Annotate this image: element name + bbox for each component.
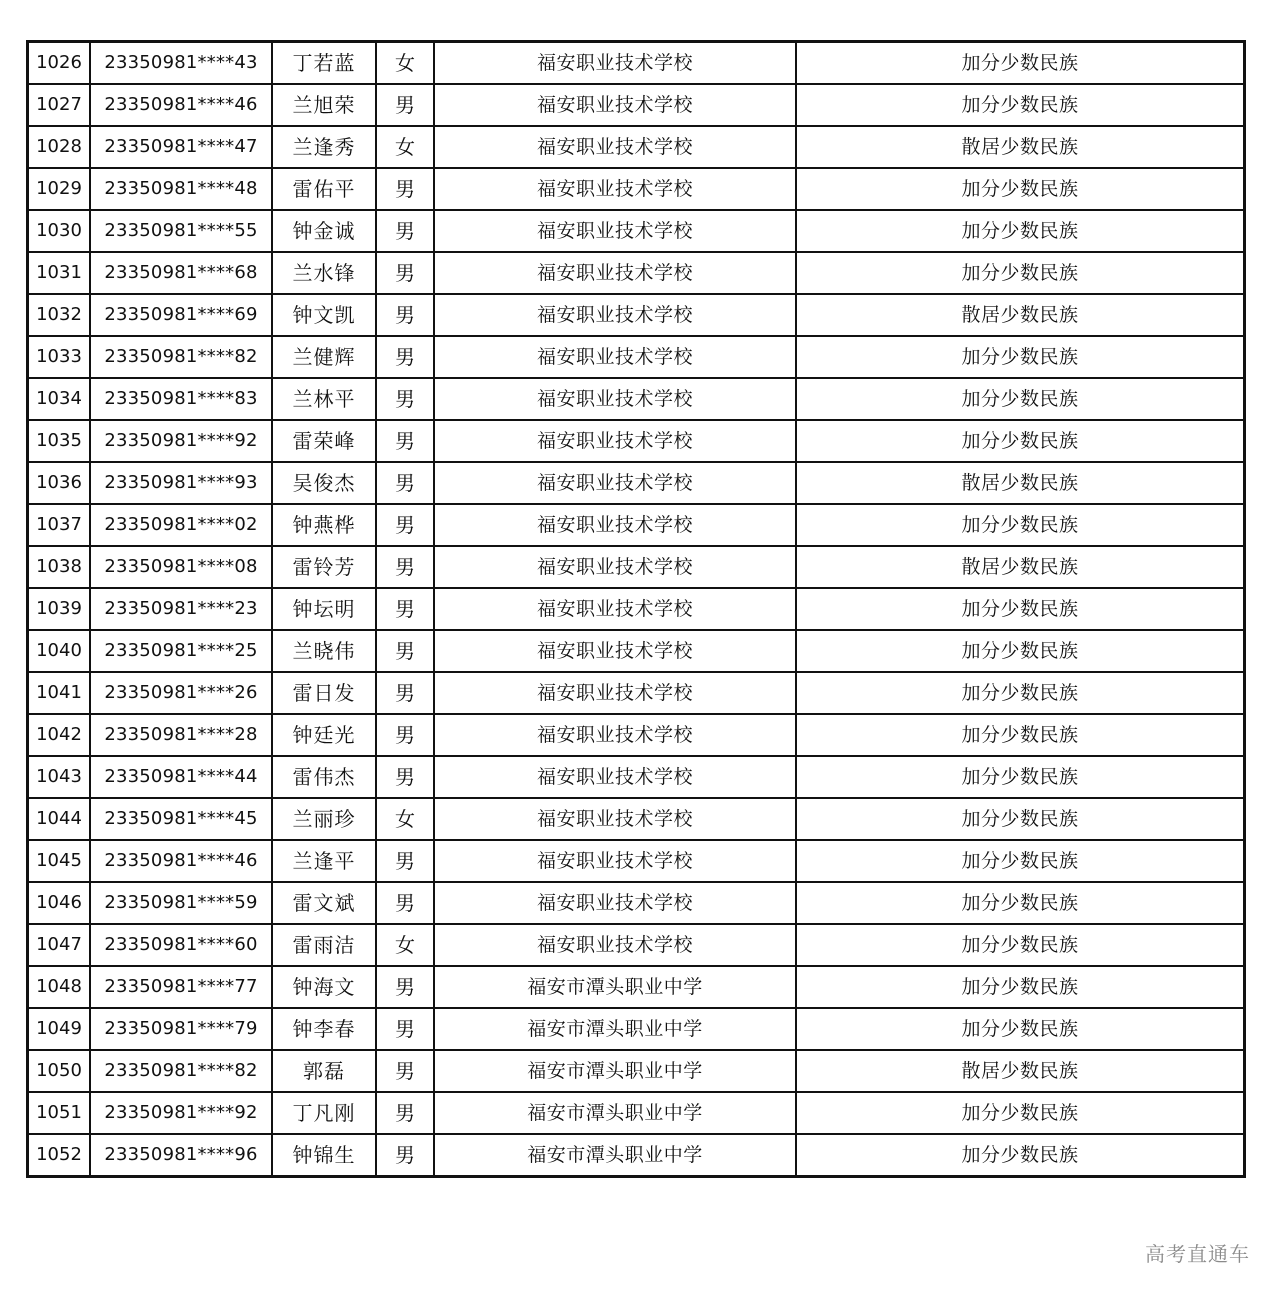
cell-category: 加分少数民族 — [796, 966, 1245, 1008]
cell-exam-id: 23350981****44 — [90, 756, 272, 798]
cell-school: 福安职业技术学校 — [434, 42, 796, 85]
cell-gender: 男 — [376, 546, 434, 588]
cell-category: 加分少数民族 — [796, 588, 1245, 630]
cell-seq: 1037 — [28, 504, 91, 546]
cell-exam-id: 23350981****82 — [90, 1050, 272, 1092]
cell-category: 加分少数民族 — [796, 378, 1245, 420]
cell-seq: 1042 — [28, 714, 91, 756]
cell-gender: 男 — [376, 252, 434, 294]
cell-exam-id: 23350981****26 — [90, 672, 272, 714]
table-row — [28, 798, 1245, 840]
cell-seq: 1026 — [28, 42, 91, 85]
cell-exam-id: 23350981****25 — [90, 630, 272, 672]
cell-exam-id: 23350981****02 — [90, 504, 272, 546]
cell-school: 福安职业技术学校 — [434, 462, 796, 504]
table-row — [28, 630, 1245, 672]
cell-student-name: 雷佑平 — [272, 168, 376, 210]
table-row — [28, 252, 1245, 294]
cell-student-name: 钟金诚 — [272, 210, 376, 252]
cell-category: 加分少数民族 — [796, 168, 1245, 210]
table-row — [28, 924, 1245, 966]
table-row — [28, 294, 1245, 336]
cell-exam-id: 23350981****46 — [90, 84, 272, 126]
cell-gender: 男 — [376, 420, 434, 462]
table-row — [28, 462, 1245, 504]
cell-school: 福安职业技术学校 — [434, 672, 796, 714]
cell-seq: 1028 — [28, 126, 91, 168]
cell-gender: 女 — [376, 924, 434, 966]
cell-seq: 1031 — [28, 252, 91, 294]
cell-category: 加分少数民族 — [796, 714, 1245, 756]
table-row — [28, 126, 1245, 168]
cell-seq: 1034 — [28, 378, 91, 420]
cell-student-name: 雷日发 — [272, 672, 376, 714]
cell-student-name: 钟廷光 — [272, 714, 376, 756]
cell-school: 福安职业技术学校 — [434, 588, 796, 630]
cell-gender: 女 — [376, 126, 434, 168]
table-row — [28, 840, 1245, 882]
table-row — [28, 1134, 1245, 1177]
table-row — [28, 882, 1245, 924]
cell-gender: 女 — [376, 798, 434, 840]
cell-category: 加分少数民族 — [796, 1134, 1245, 1177]
cell-student-name: 雷荣峰 — [272, 420, 376, 462]
cell-category: 加分少数民族 — [796, 336, 1245, 378]
cell-school: 福安职业技术学校 — [434, 714, 796, 756]
table-row — [28, 672, 1245, 714]
cell-exam-id: 23350981****23 — [90, 588, 272, 630]
cell-student-name: 兰水锋 — [272, 252, 376, 294]
cell-category: 加分少数民族 — [796, 1092, 1245, 1134]
cell-seq: 1049 — [28, 1008, 91, 1050]
cell-category: 加分少数民族 — [796, 630, 1245, 672]
cell-school: 福安职业技术学校 — [434, 168, 796, 210]
cell-exam-id: 23350981****69 — [90, 294, 272, 336]
cell-gender: 男 — [376, 630, 434, 672]
watermark-text: 高考直通车 — [1145, 1242, 1250, 1266]
cell-gender: 女 — [376, 42, 434, 85]
cell-category: 加分少数民族 — [796, 210, 1245, 252]
table-row — [28, 420, 1245, 462]
cell-school: 福安职业技术学校 — [434, 504, 796, 546]
cell-school: 福安市潭头职业中学 — [434, 1050, 796, 1092]
cell-exam-id: 23350981****96 — [90, 1134, 272, 1177]
cell-gender: 男 — [376, 336, 434, 378]
cell-student-name: 雷雨洁 — [272, 924, 376, 966]
table-row — [28, 1050, 1245, 1092]
cell-seq: 1029 — [28, 168, 91, 210]
cell-seq: 1052 — [28, 1134, 91, 1177]
cell-gender: 男 — [376, 84, 434, 126]
cell-category: 散居少数民族 — [796, 294, 1245, 336]
table-row — [28, 756, 1245, 798]
cell-school: 福安职业技术学校 — [434, 378, 796, 420]
table-row — [28, 168, 1245, 210]
cell-category: 加分少数民族 — [796, 840, 1245, 882]
cell-seq: 1051 — [28, 1092, 91, 1134]
cell-seq: 1045 — [28, 840, 91, 882]
table-row — [28, 1092, 1245, 1134]
cell-student-name: 钟坛明 — [272, 588, 376, 630]
cell-school: 福安职业技术学校 — [434, 840, 796, 882]
table-row — [28, 714, 1245, 756]
cell-category: 加分少数民族 — [796, 420, 1245, 462]
cell-category: 加分少数民族 — [796, 84, 1245, 126]
cell-category: 散居少数民族 — [796, 126, 1245, 168]
cell-gender: 男 — [376, 294, 434, 336]
cell-seq: 1050 — [28, 1050, 91, 1092]
cell-category: 加分少数民族 — [796, 882, 1245, 924]
cell-exam-id: 23350981****45 — [90, 798, 272, 840]
cell-exam-id: 23350981****59 — [90, 882, 272, 924]
cell-student-name: 兰逢秀 — [272, 126, 376, 168]
cell-school: 福安职业技术学校 — [434, 546, 796, 588]
cell-seq: 1032 — [28, 294, 91, 336]
cell-student-name: 钟文凯 — [272, 294, 376, 336]
cell-student-name: 兰林平 — [272, 378, 376, 420]
cell-gender: 男 — [376, 588, 434, 630]
cell-category: 加分少数民族 — [796, 924, 1245, 966]
cell-student-name: 雷伟杰 — [272, 756, 376, 798]
cell-seq: 1043 — [28, 756, 91, 798]
cell-gender: 男 — [376, 1050, 434, 1092]
cell-gender: 男 — [376, 714, 434, 756]
cell-gender: 男 — [376, 210, 434, 252]
cell-school: 福安职业技术学校 — [434, 756, 796, 798]
cell-school: 福安职业技术学校 — [434, 882, 796, 924]
cell-exam-id: 23350981****83 — [90, 378, 272, 420]
table-row — [28, 966, 1245, 1008]
cell-gender: 男 — [376, 168, 434, 210]
cell-school: 福安职业技术学校 — [434, 420, 796, 462]
cell-seq: 1035 — [28, 420, 91, 462]
cell-category: 加分少数民族 — [796, 798, 1245, 840]
cell-student-name: 兰逢平 — [272, 840, 376, 882]
cell-seq: 1046 — [28, 882, 91, 924]
cell-student-name: 兰晓伟 — [272, 630, 376, 672]
cell-exam-id: 23350981****47 — [90, 126, 272, 168]
cell-gender: 男 — [376, 1134, 434, 1177]
cell-category: 加分少数民族 — [796, 504, 1245, 546]
cell-seq: 1033 — [28, 336, 91, 378]
roster-table — [26, 40, 1246, 1178]
cell-category: 加分少数民族 — [796, 756, 1245, 798]
cell-exam-id: 23350981****68 — [90, 252, 272, 294]
cell-exam-id: 23350981****82 — [90, 336, 272, 378]
cell-student-name: 兰旭荣 — [272, 84, 376, 126]
cell-category: 加分少数民族 — [796, 252, 1245, 294]
cell-exam-id: 23350981****92 — [90, 1092, 272, 1134]
table-row — [28, 588, 1245, 630]
cell-exam-id: 23350981****28 — [90, 714, 272, 756]
table-row — [28, 42, 1245, 85]
cell-student-name: 钟燕桦 — [272, 504, 376, 546]
cell-exam-id: 23350981****93 — [90, 462, 272, 504]
cell-student-name: 雷铃芳 — [272, 546, 376, 588]
cell-exam-id: 23350981****92 — [90, 420, 272, 462]
cell-gender: 男 — [376, 966, 434, 1008]
cell-exam-id: 23350981****77 — [90, 966, 272, 1008]
cell-seq: 1038 — [28, 546, 91, 588]
cell-seq: 1027 — [28, 84, 91, 126]
cell-category: 散居少数民族 — [796, 1050, 1245, 1092]
cell-school: 福安职业技术学校 — [434, 630, 796, 672]
cell-seq: 1030 — [28, 210, 91, 252]
cell-student-name: 郭磊 — [272, 1050, 376, 1092]
table-row — [28, 1008, 1245, 1050]
cell-school: 福安市潭头职业中学 — [434, 966, 796, 1008]
cell-gender: 男 — [376, 840, 434, 882]
cell-school: 福安职业技术学校 — [434, 210, 796, 252]
cell-gender: 男 — [376, 1092, 434, 1134]
cell-exam-id: 23350981****08 — [90, 546, 272, 588]
cell-category: 散居少数民族 — [796, 546, 1245, 588]
cell-category: 加分少数民族 — [796, 42, 1245, 85]
cell-student-name: 钟李春 — [272, 1008, 376, 1050]
cell-student-name: 兰丽珍 — [272, 798, 376, 840]
cell-seq: 1048 — [28, 966, 91, 1008]
cell-gender: 男 — [376, 756, 434, 798]
cell-seq: 1039 — [28, 588, 91, 630]
cell-student-name: 雷文斌 — [272, 882, 376, 924]
table-row — [28, 210, 1245, 252]
cell-school: 福安职业技术学校 — [434, 294, 796, 336]
cell-school: 福安市潭头职业中学 — [434, 1008, 796, 1050]
cell-student-name: 丁若蓝 — [272, 42, 376, 85]
cell-school: 福安职业技术学校 — [434, 84, 796, 126]
cell-seq: 1040 — [28, 630, 91, 672]
table-row — [28, 504, 1245, 546]
cell-student-name: 钟锦生 — [272, 1134, 376, 1177]
cell-gender: 男 — [376, 882, 434, 924]
cell-exam-id: 23350981****46 — [90, 840, 272, 882]
cell-category: 散居少数民族 — [796, 462, 1245, 504]
cell-student-name: 吴俊杰 — [272, 462, 376, 504]
cell-exam-id: 23350981****55 — [90, 210, 272, 252]
cell-student-name: 丁凡刚 — [272, 1092, 376, 1134]
table-row — [28, 84, 1245, 126]
cell-exam-id: 23350981****79 — [90, 1008, 272, 1050]
cell-category: 加分少数民族 — [796, 672, 1245, 714]
cell-exam-id: 23350981****43 — [90, 42, 272, 85]
cell-seq: 1047 — [28, 924, 91, 966]
cell-school: 福安职业技术学校 — [434, 336, 796, 378]
cell-category: 加分少数民族 — [796, 1008, 1245, 1050]
cell-school: 福安职业技术学校 — [434, 924, 796, 966]
cell-seq: 1044 — [28, 798, 91, 840]
cell-school: 福安市潭头职业中学 — [434, 1134, 796, 1177]
cell-seq: 1036 — [28, 462, 91, 504]
cell-exam-id: 23350981****48 — [90, 168, 272, 210]
table-row — [28, 378, 1245, 420]
cell-school: 福安市潭头职业中学 — [434, 1092, 796, 1134]
cell-exam-id: 23350981****60 — [90, 924, 272, 966]
cell-school: 福安职业技术学校 — [434, 798, 796, 840]
cell-gender: 男 — [376, 378, 434, 420]
cell-gender: 男 — [376, 462, 434, 504]
roster-table-body — [28, 42, 1245, 1177]
cell-student-name: 钟海文 — [272, 966, 376, 1008]
cell-gender: 男 — [376, 1008, 434, 1050]
cell-seq: 1041 — [28, 672, 91, 714]
cell-school: 福安职业技术学校 — [434, 252, 796, 294]
cell-gender: 男 — [376, 504, 434, 546]
table-row — [28, 546, 1245, 588]
cell-school: 福安职业技术学校 — [434, 126, 796, 168]
cell-student-name: 兰健辉 — [272, 336, 376, 378]
table-row — [28, 336, 1245, 378]
cell-gender: 男 — [376, 672, 434, 714]
